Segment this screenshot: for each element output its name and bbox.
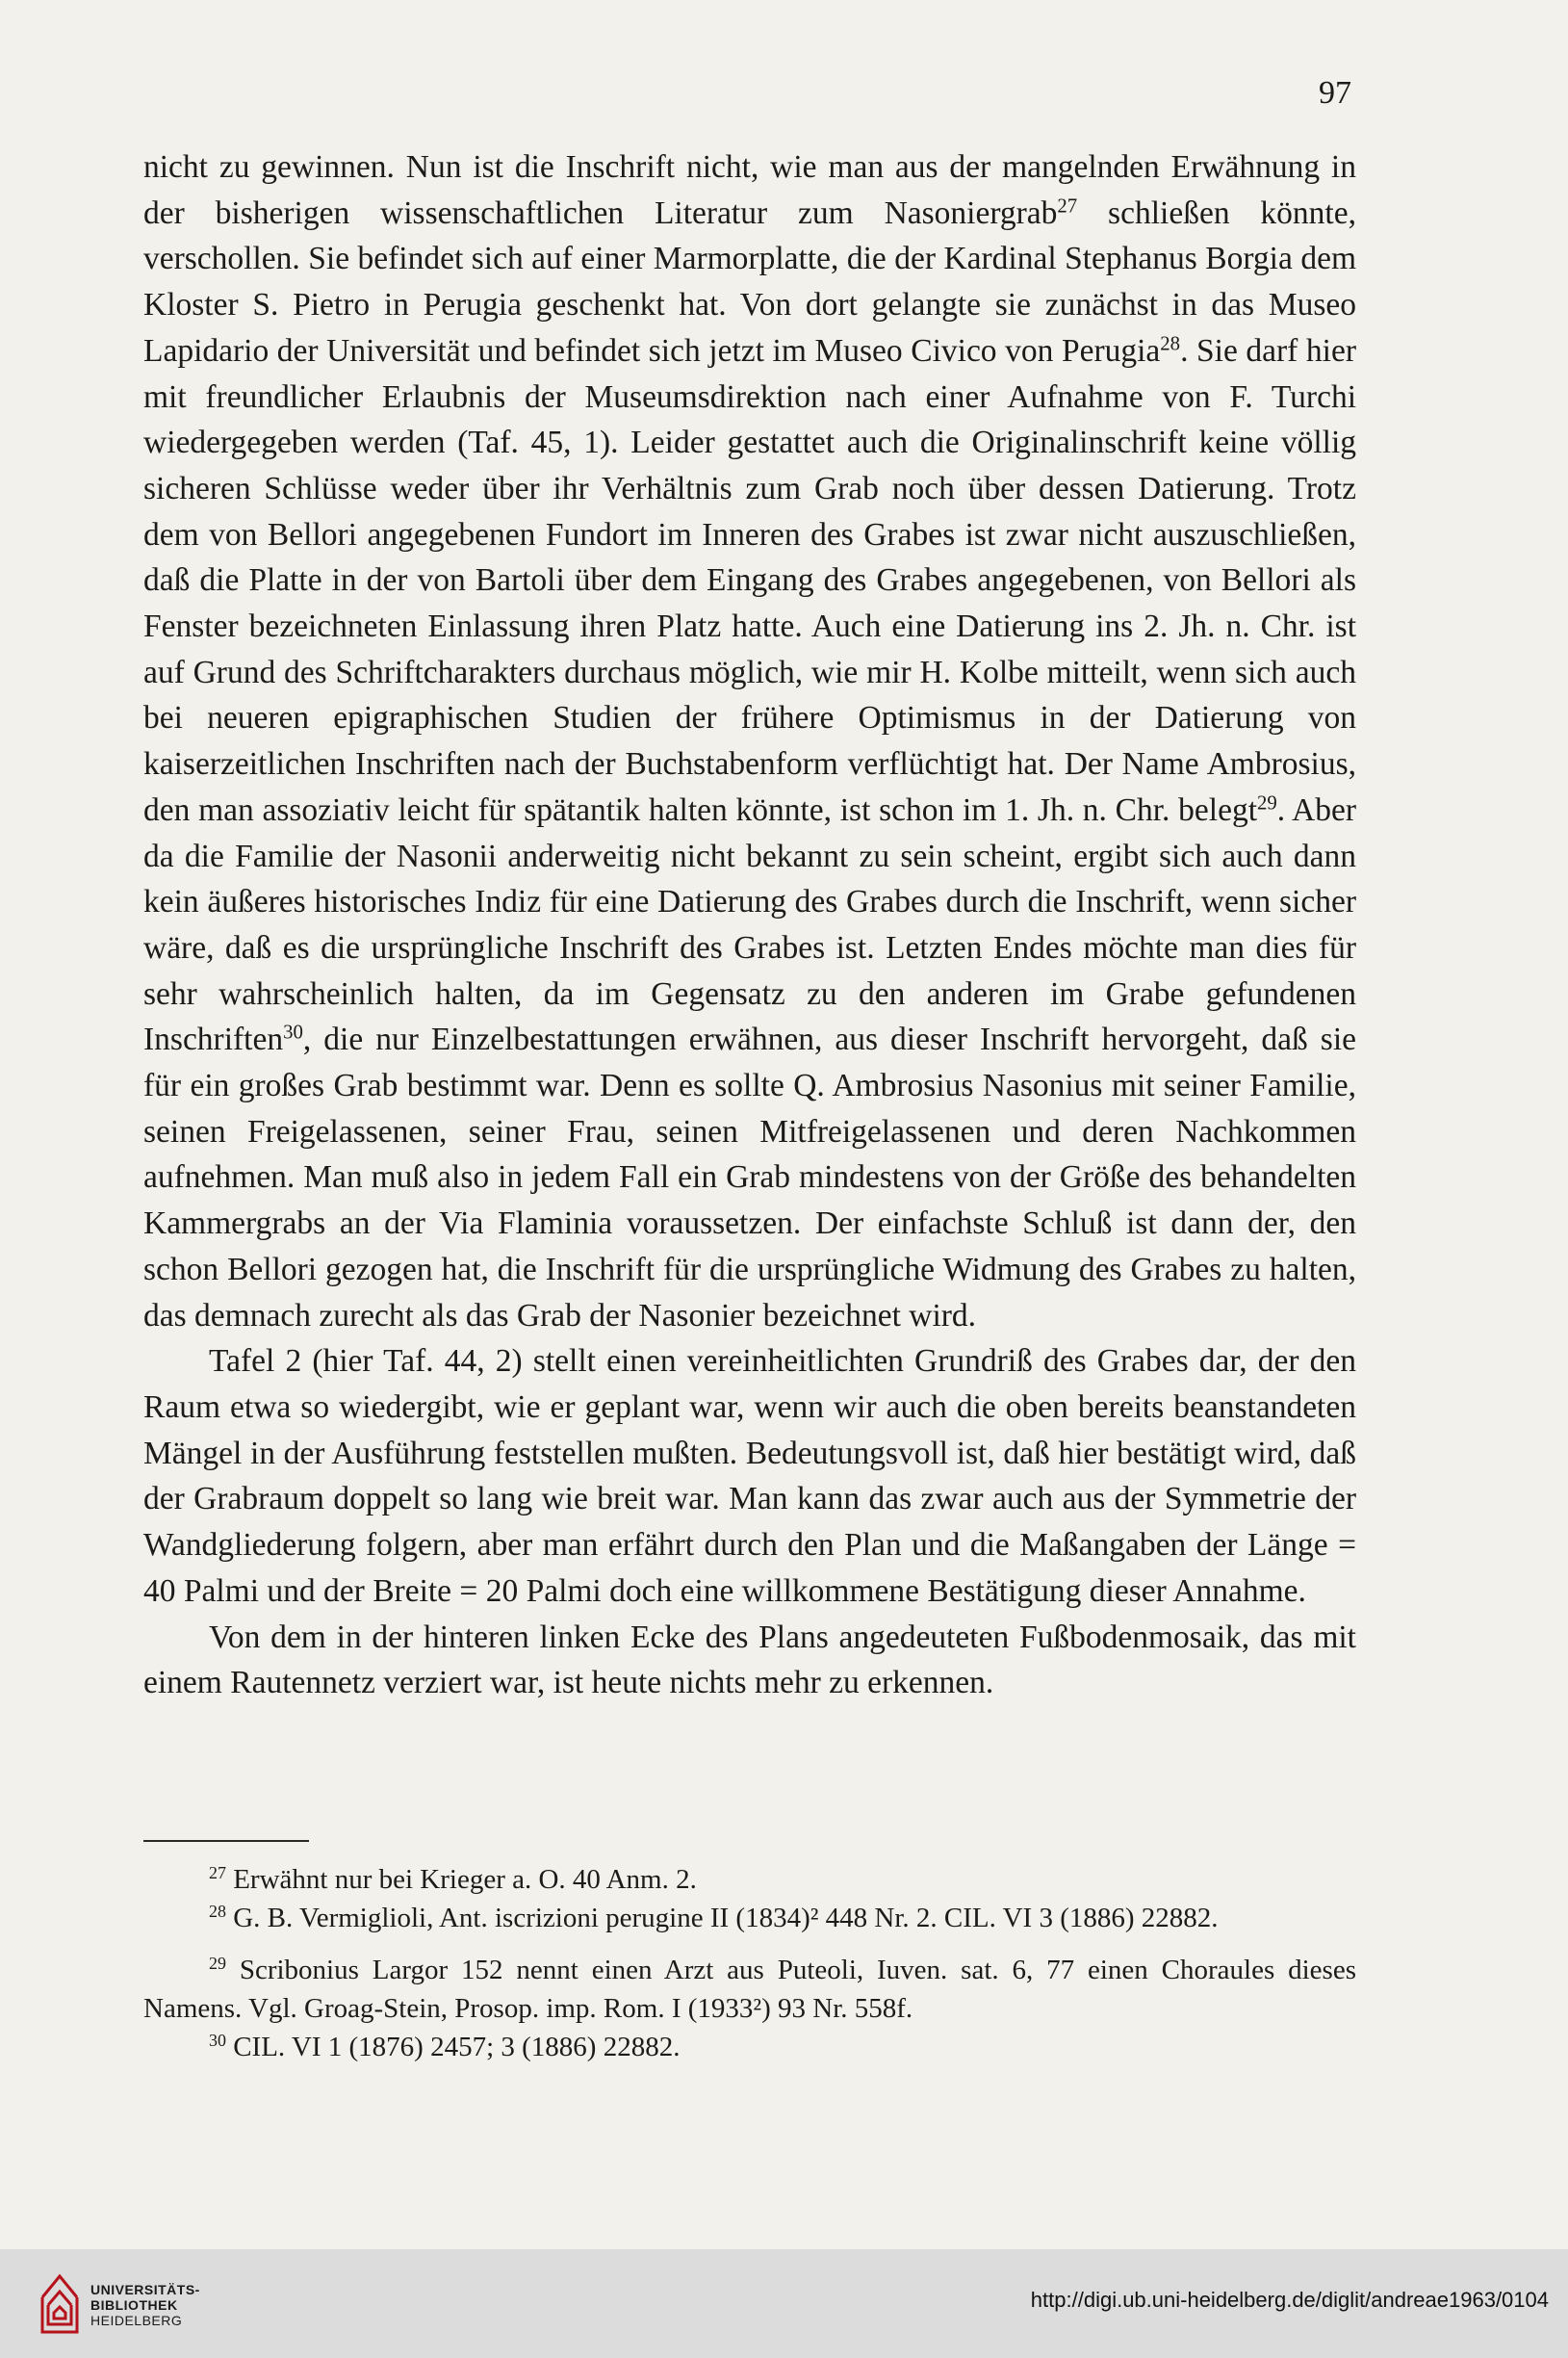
library-name-line-3: HEIDELBERG (90, 2313, 183, 2328)
footer-bar (0, 2249, 1568, 2358)
footnote-number: 27 (209, 1863, 226, 1883)
footnote-text: Erwähnt nur bei Krieger a. O. 40 Anm. 2. (225, 1864, 697, 1895)
footnote-separator (143, 1840, 309, 1842)
library-name-line-2: BIBLIOTHEK (90, 2297, 178, 2313)
footnote-ref-29[interactable]: 29 (1257, 791, 1277, 815)
footnote-28 (143, 1899, 1356, 1937)
page-number: 97 (1319, 75, 1351, 111)
permalink-url[interactable]: http://digi.ub.uni-heidelberg.de/diglit/andreae1963/0104 (1030, 2288, 1549, 2312)
library-logo-icon[interactable] (39, 2268, 81, 2340)
footnote-ref-28[interactable]: 28 (1160, 332, 1181, 355)
footnote-text: CIL. VI 1 (1876) 2457; 3 (1886) 22882. (225, 2032, 681, 2062)
footnote-ref-27[interactable]: 27 (1057, 194, 1078, 218)
footnote-text: G. B. Vermiglioli, Ant. iscrizioni perugine II (1834)² 448 Nr. 2. CIL. VI 3 (1886) 22882. (225, 1903, 1219, 1933)
paragraph-1 (143, 144, 1356, 1338)
footnote-number: 30 (209, 2031, 226, 2051)
paragraph-1-part-b: schließen könnte, verschollen. Sie befindet sich auf einer Marmorplatte, die der Kardinal Stephanus Borgia dem Kloster S. Pietro in Perugia geschenkt hat. Von dort gelangte sie zunächst in das Museo Lapidario der Universität und befindet sich jetzt im Museo Civico von Perugia (143, 194, 1356, 369)
paragraph-1-part-a: nicht zu gewinnen. Nun ist die Inschrift nicht, wie man aus der mangelnden Erwähnung in der bisherigen wissenschaftlichen Literatur zum Nasoniergrab (143, 149, 1356, 231)
footnotes (143, 1860, 1356, 2066)
paragraph-1-part-c: . Sie darf hier mit freundlicher Erlaubnis der Museumsdirektion nach einer Aufnahme von F. Turchi wiedergegeben werden (Taf. 45, 1). Leider gestattet auch die Originalinschrift keine völlig sicheren Schlüsse weder über ihr Verhältnis zum Grab noch über dessen Datierung. Trotz dem von Bellori angegebenen Fundort im Inneren des Grabes ist zwar nicht auszuschließen, daß die Platte in der von Bartoli über dem Eingang des Grabes angegebenen, von Bellori als Fenster bezeichneten Einlassung ihren Platz hatte. Auch eine Datierung ins 2. Jh. n. Chr. ist auf Grund des Schriftcharakters durchaus möglich, wie mir H. Kolbe mitteilt, wenn sich auch bei neueren epigraphischen Studien der frühere Optimismus in der Datierung von kaiserzeitlichen Inschriften nach der Buchstabenform verflüchtigt hat. Der Name Ambrosius, den man assoziativ leicht für spätantik halten könnte, ist schon im 1. Jh. n. Chr. belegt (143, 332, 1356, 828)
paragraph-1-part-e: , die nur Einzelbestattungen erwähnen, aus dieser Inschrift hervorgeht, daß sie für ein großes Grab bestimmt war. Denn es sollte Q. Ambrosius Nasonius mit seiner Familie, seinen Freigelassenen, seiner Frau, seinen Mitfreigelassenen und deren Nachkommen aufnehmen. Man muß also in jedem Fall ein Grab mindestens von der Größe des behandelten Kammergrabs an der Via Flaminia voraussetzen. Der einfachste Schluß ist dann der, den schon Bellori gezogen hat, die Inschrift für die ursprüngliche Widmung des Grabes zu halten, das demnach zurecht als das Grab der Nasonier bezeichnet wird. (143, 1022, 1356, 1334)
library-name (90, 2282, 200, 2328)
footnote-number: 28 (209, 1902, 226, 1922)
footnote-ref-30[interactable]: 30 (283, 1021, 303, 1044)
paragraph-3: Von dem in der hinteren linken Ecke des Plans angedeuteten Fußbodenmosaik, das mit einem Rautennetz verziert war, ist heute nichts mehr zu erkennen. (143, 1619, 1356, 1701)
footnote-number: 29 (209, 1954, 226, 1974)
footnote-30 (143, 2028, 1356, 2066)
body-text (143, 144, 1356, 1706)
footnote-text: Scribonius Largor 152 nennt einen Arzt aus Puteoli, Iuven. sat. 6, 77 einen Choraules dieses Namens. Vgl. Groag-Stein, Prosop. imp. Rom. I (1933²) 93 Nr. 558f. (143, 1955, 1356, 2024)
paragraph-2: Tafel 2 (hier Taf. 44, 2) stellt einen vereinheitlichten Grundriß des Grabes dar, der den Raum etwa so wiedergibt, wie er geplant war, wenn wir auch die oben bereits beanstandeten Mängel in der Ausführung feststellen mußten. Bedeutungsvoll ist, daß hier bestätigt wird, daß der Grabraum doppelt so lang wie breit war. Man kann das zwar auch aus der Symmetrie der Wandgliederung folgern, aber man erfährt durch den Plan und die Maßangaben der Länge = 40 Palmi und der Breite = 20 Palmi doch eine willkommene Bestätigung dieser Annahme. (143, 1343, 1356, 1609)
paragraph-1-part-d: . Aber da die Familie der Nasonii anderweitig nicht bekannt zu sein scheint, ergibt sich auch dann kein äußeres historisches Indiz für eine Datierung des Grabes durch die Inschrift, wenn sicher wäre, daß es die ursprüngliche Inschrift des Grabes ist. Letzten Endes möchte man dies für sehr wahrscheinlich halten, da im Gegensatz zu den anderen im Grabe gefundenen Inschriften (143, 791, 1356, 1058)
footnote-29 (143, 1951, 1356, 2028)
library-name-line-1: UNIVERSITÄTS- (90, 2282, 200, 2297)
footnote-27 (143, 1860, 1356, 1899)
